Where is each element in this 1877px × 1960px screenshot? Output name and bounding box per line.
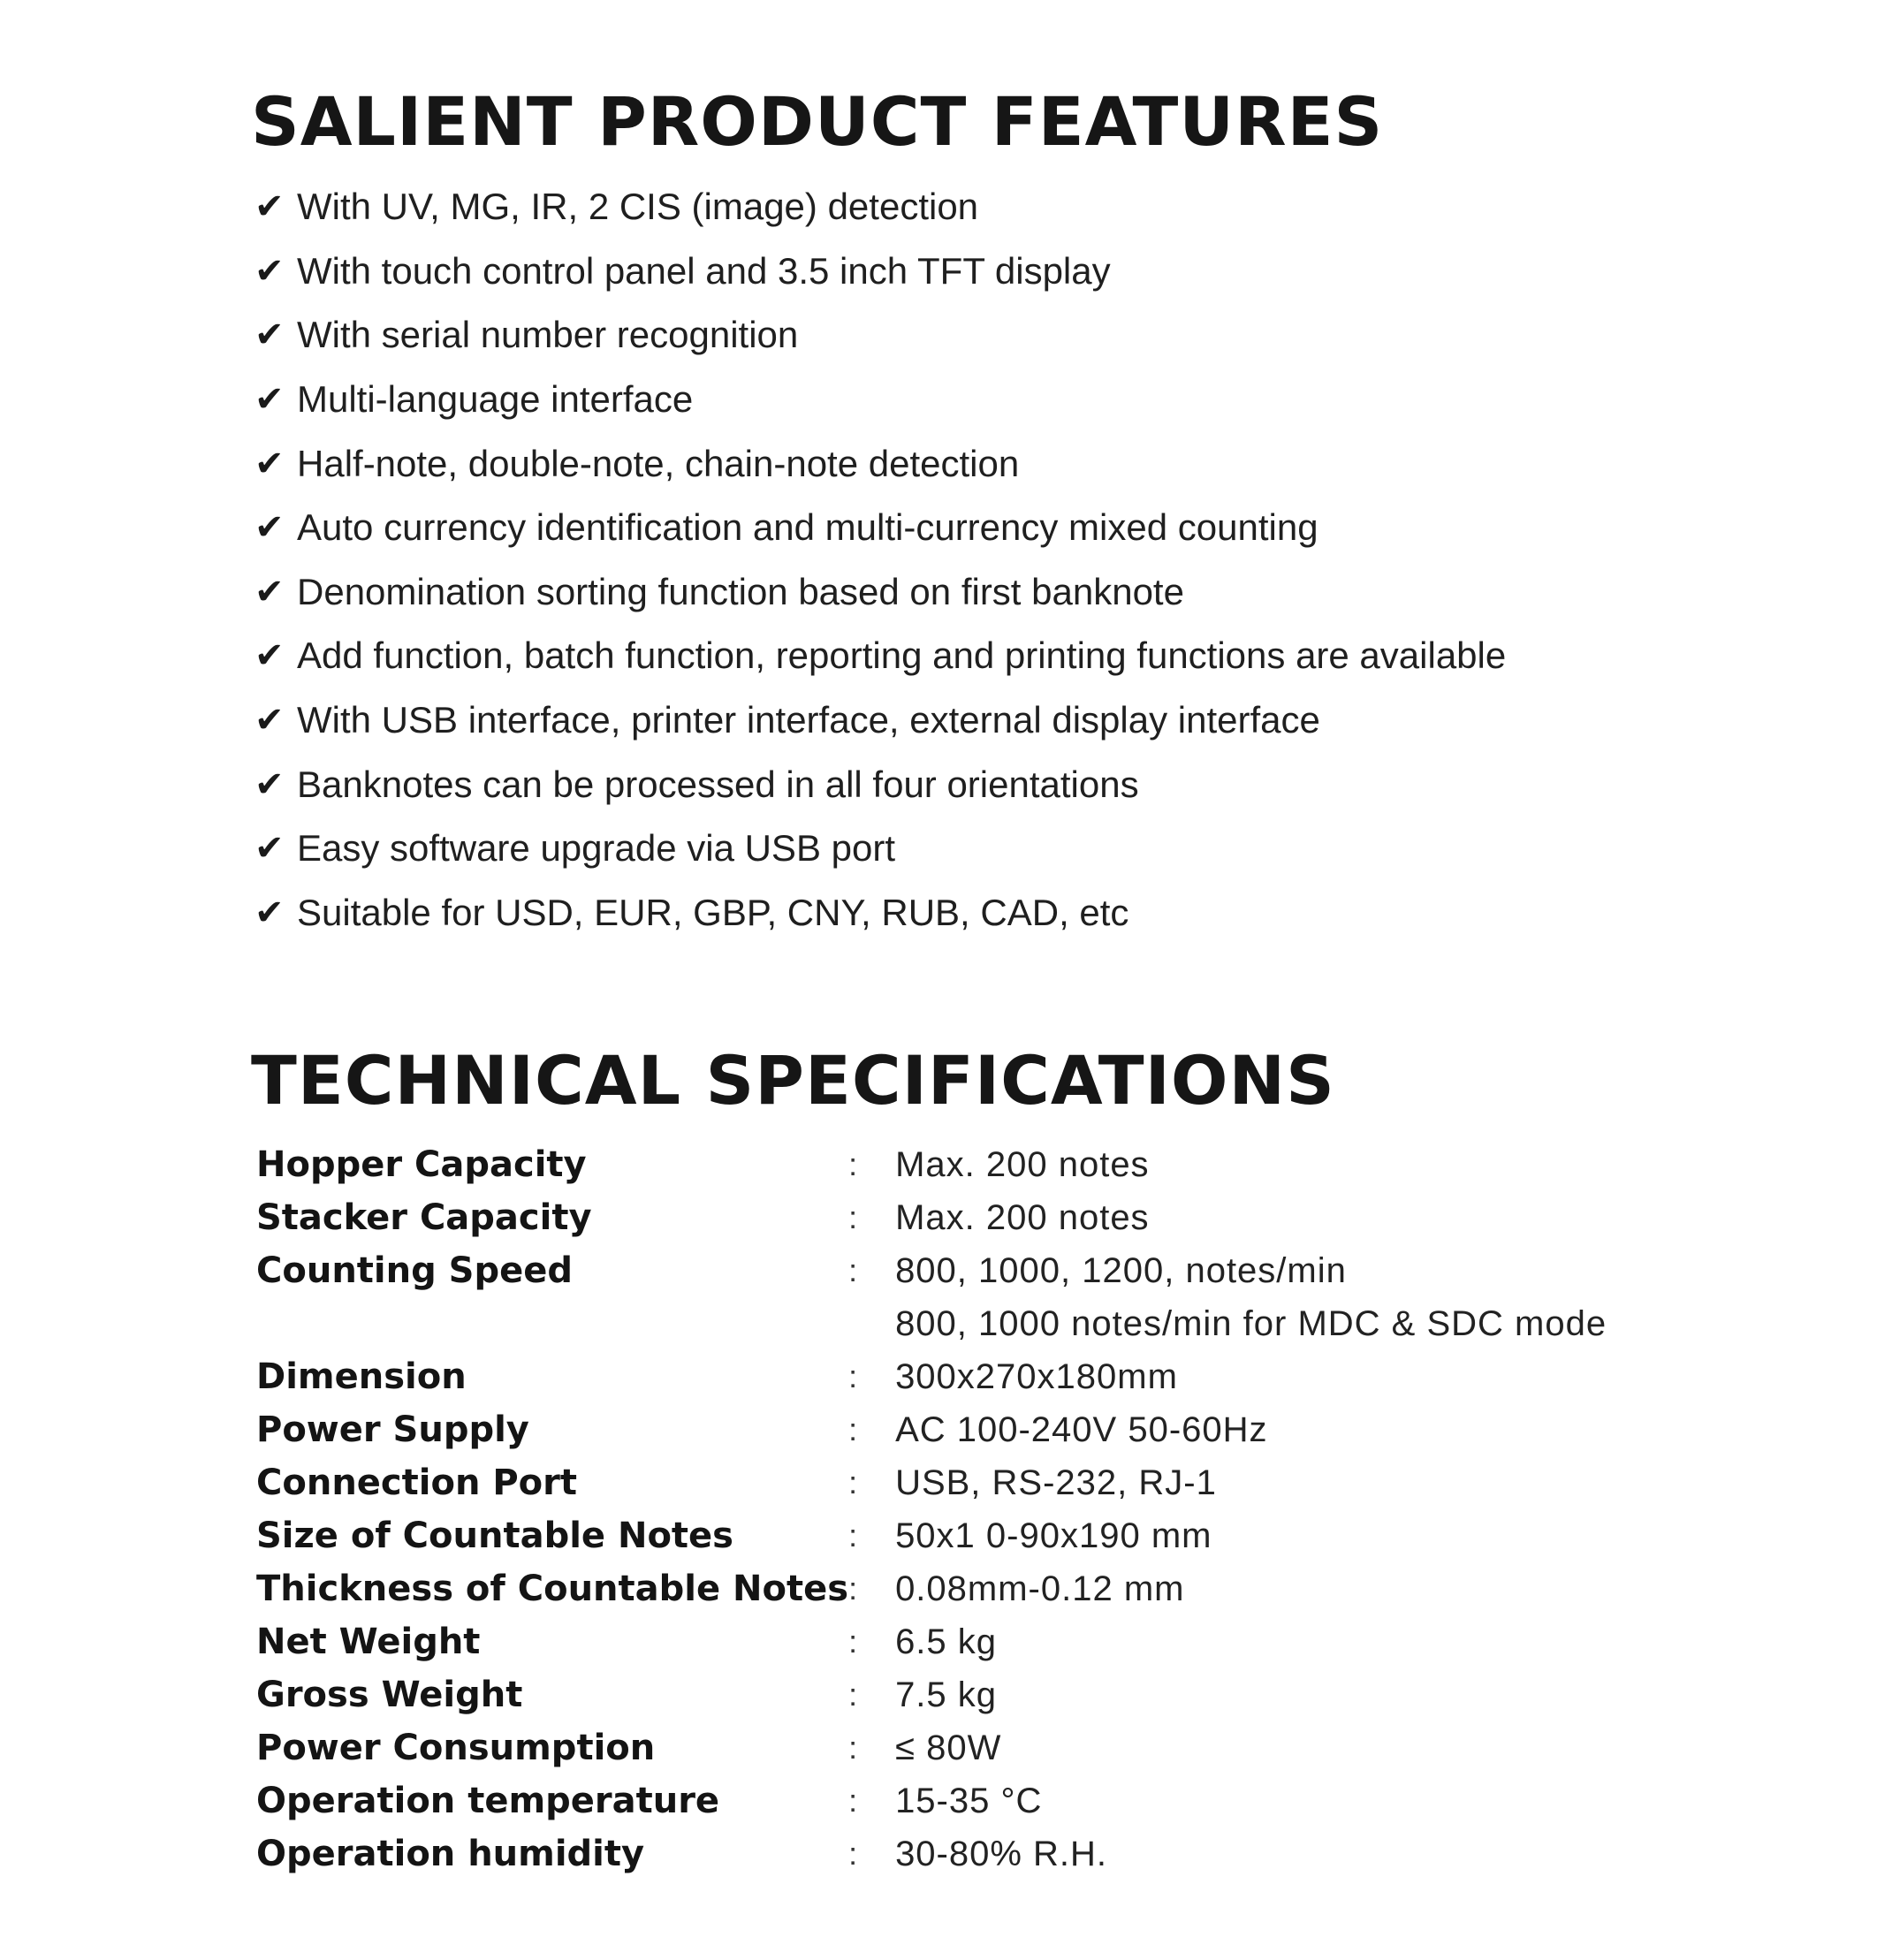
- spec-separator-empty: [848, 1297, 895, 1350]
- spec-separator: :: [848, 1517, 858, 1554]
- spec-value: 800, 1000 notes/min for MDC & SDC mode: [895, 1303, 1607, 1343]
- spec-row-continuation: [256, 1297, 1607, 1350]
- spec-row: [256, 1827, 1607, 1880]
- spec-value: 6.5 kg: [895, 1622, 998, 1661]
- spec-separator: :: [848, 1729, 858, 1766]
- checkmark-icon: ✔: [255, 635, 285, 677]
- feature-item: [255, 624, 1506, 688]
- spec-label: Power Supply: [256, 1409, 529, 1450]
- spec-row: [256, 1244, 1607, 1297]
- feature-item: [255, 431, 1506, 496]
- spec-row: [256, 1774, 1607, 1827]
- spec-label: Power Consumption: [256, 1728, 656, 1768]
- feature-item: [255, 496, 1506, 560]
- spec-value: Max. 200 notes: [895, 1144, 1150, 1184]
- checkmark-icon: ✔: [255, 379, 285, 421]
- spec-label: Hopper Capacity: [256, 1144, 587, 1185]
- checkmark-icon: ✔: [255, 315, 285, 356]
- spec-label: Stacker Capacity: [256, 1197, 592, 1238]
- spec-label: Gross Weight: [256, 1675, 523, 1715]
- spec-row: [256, 1615, 1607, 1668]
- spec-table: [256, 1138, 1607, 1880]
- spec-value: 0.08mm-0.12 mm: [895, 1569, 1185, 1608]
- spec-separator: :: [848, 1570, 858, 1607]
- spec-value: AC 100-240V 50-60Hz: [895, 1409, 1268, 1449]
- checkmark-icon: ✔: [255, 507, 285, 549]
- features-heading: SALIENT PRODUCT FEATURES: [251, 82, 1384, 161]
- spec-separator: :: [848, 1676, 858, 1713]
- checkmark-icon: ✔: [255, 571, 285, 612]
- spec-label: Size of Countable Notes: [256, 1516, 733, 1556]
- spec-label: Counting Speed: [256, 1250, 573, 1291]
- feature-text: Denomination sorting function based on first banknote: [297, 570, 1184, 612]
- spec-value: Max. 200 notes: [895, 1197, 1150, 1237]
- checkmark-icon: ✔: [255, 700, 285, 741]
- checkmark-icon: ✔: [255, 828, 285, 870]
- spec-value: 300x270x180mm: [895, 1356, 1178, 1396]
- feature-item: [255, 560, 1506, 625]
- spec-value: 7.5 kg: [895, 1675, 998, 1714]
- spec-label: Thickness of Countable Notes: [256, 1569, 849, 1609]
- feature-text: With touch control panel and 3.5 inch TFT display: [297, 249, 1111, 292]
- feature-text: Banknotes can be processed in all four orientations: [297, 763, 1139, 805]
- feature-text: Suitable for USD, EUR, GBP, CNY, RUB, CAD, etc: [297, 891, 1129, 933]
- spec-label: Net Weight: [256, 1622, 481, 1662]
- spec-label: Operation humidity: [256, 1834, 645, 1874]
- spec-value: 50x1 0-90x190 mm: [895, 1516, 1212, 1555]
- spec-value: USB, RS-232, RJ-1: [895, 1462, 1217, 1502]
- spec-row: [256, 1721, 1607, 1774]
- checkmark-icon: ✔: [255, 443, 285, 484]
- feature-text: With USB interface, printer interface, external display interface: [297, 699, 1320, 741]
- spec-separator: :: [848, 1782, 858, 1819]
- checkmark-icon: ✔: [255, 250, 285, 292]
- spec-value: 30-80% R.H.: [895, 1834, 1108, 1873]
- spec-label: Operation temperature: [256, 1781, 720, 1821]
- spec-separator: :: [848, 1464, 858, 1500]
- feature-item: [255, 881, 1506, 946]
- spec-separator: :: [848, 1199, 858, 1235]
- spec-row: [256, 1350, 1607, 1403]
- spec-separator: :: [848, 1358, 858, 1394]
- feature-text: Multi-language interface: [297, 378, 694, 421]
- feature-text: With serial number recognition: [297, 314, 799, 356]
- spec-row: [256, 1509, 1607, 1562]
- feature-text: Half-note, double-note, chain-note detection: [297, 442, 1020, 484]
- spec-value: 15-35 °C: [895, 1781, 1043, 1820]
- spec-separator: :: [848, 1411, 858, 1447]
- checkmark-icon: ✔: [255, 763, 285, 805]
- spec-row: [256, 1191, 1607, 1244]
- feature-text: Auto currency identification and multi-currency mixed counting: [297, 506, 1318, 549]
- feature-text: Add function, batch function, reporting and printing functions are available: [297, 634, 1507, 677]
- spec-value: 800, 1000, 1200, notes/min: [895, 1250, 1347, 1290]
- spec-separator: :: [848, 1623, 858, 1660]
- spec-label: Connection Port: [256, 1462, 577, 1503]
- spec-row: [256, 1562, 1607, 1615]
- checkmark-icon: ✔: [255, 892, 285, 933]
- specs-heading: TECHNICAL SPECIFICATIONS: [251, 1041, 1335, 1120]
- spec-row: [256, 1138, 1607, 1191]
- feature-item: [255, 239, 1506, 304]
- feature-item: [255, 817, 1506, 881]
- spec-row: [256, 1668, 1607, 1721]
- spec-value: ≤ 80W: [895, 1728, 1002, 1767]
- feature-item: [255, 688, 1506, 753]
- feature-item: [255, 175, 1506, 239]
- feature-item: [255, 368, 1506, 432]
- checkmark-icon: ✔: [255, 186, 285, 228]
- spec-separator: :: [848, 1835, 858, 1872]
- feature-text: With UV, MG, IR, 2 CIS (image) detection: [297, 186, 979, 228]
- spec-label: Dimension: [256, 1356, 467, 1397]
- spec-row: [256, 1456, 1607, 1509]
- spec-row: [256, 1403, 1607, 1456]
- spec-separator: :: [848, 1146, 858, 1182]
- spec-label: [256, 1297, 848, 1350]
- feature-text: Easy software upgrade via USB port: [297, 827, 896, 870]
- feature-item: [255, 752, 1506, 817]
- spec-separator: :: [848, 1252, 858, 1288]
- feature-list: [255, 175, 1506, 945]
- feature-item: [255, 303, 1506, 368]
